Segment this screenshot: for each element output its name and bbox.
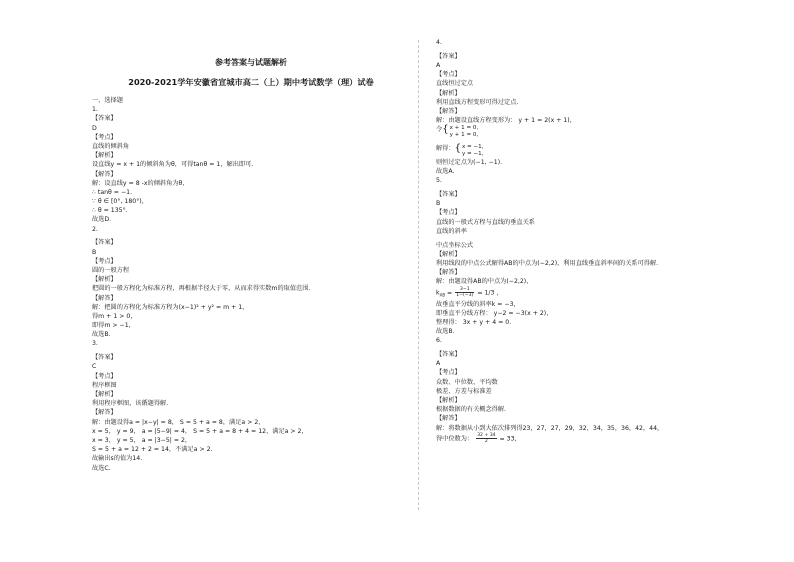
slope-fraction — [455, 287, 474, 298]
left-solutions — [92, 96, 310, 473]
slope-formula — [436, 287, 663, 300]
text-line: 一、选择题 — [92, 97, 123, 104]
text-line: 解：设直线y = 8 -x的倾斜角为θ， — [92, 179, 189, 187]
text-line: 【解答】 — [436, 107, 461, 115]
text-line: 【答案】 — [436, 52, 461, 60]
system-line: y = −1, — [461, 150, 484, 157]
text-line: 把圆的一般方程化为标准方程，再根据半径大于零，从而求得实数m的取值范围. — [92, 285, 311, 293]
text-line: 解：由题设得a = |x−y| = 8， S = 5 + a = 8，满足a > 2， — [92, 418, 265, 426]
text-line: 利用直线方程变形可得过定点. — [436, 98, 519, 106]
text-line: 程序框图 — [92, 381, 117, 389]
text-line: S = 5 + a = 12 + 2 = 14，不满足a > 2. — [92, 446, 213, 454]
text-line: 故选B. — [436, 328, 455, 336]
median-fraction — [476, 433, 496, 444]
question-5-6-block — [436, 300, 663, 433]
median-result: = 33， — [499, 435, 521, 443]
text-line: ∴ tanθ = −1. — [92, 188, 133, 196]
median-formula — [436, 433, 663, 446]
text-line: 直线的一般式方程与直线的垂直关系 — [436, 218, 535, 226]
text-line: A — [436, 61, 441, 69]
system-prefix: 令 — [436, 126, 443, 134]
text-line: 即垂直平分线方程： y−2 = −3(x + 2)， — [436, 309, 553, 317]
text-line: 根据数据的有关概念得解. — [436, 406, 507, 414]
text-line: 【解析】 — [92, 152, 117, 160]
text-line: 故选C. — [92, 464, 111, 472]
text-line: 【答案】 — [92, 115, 117, 123]
text-line: x = 3， y = 5， a = |3−5| = 2， — [92, 436, 192, 444]
text-line: ∴ θ = 135°. — [92, 207, 128, 215]
text-line: 5. — [436, 177, 442, 185]
text-line: 【解析】 — [92, 391, 117, 398]
text-line: 【解析】 — [436, 250, 461, 258]
slope-symbol: k — [436, 289, 440, 296]
fraction-denominator: 2 — [484, 438, 488, 444]
question-4-5-block — [436, 158, 663, 287]
text-line: 故输出s的值为14. — [92, 455, 143, 463]
text-line: 【解答】 — [436, 269, 461, 277]
fraction-numerator: 32 + 34 — [477, 432, 496, 438]
text-line: 【解析】 — [92, 276, 117, 284]
system-line: y + 1 = 0, — [449, 132, 479, 139]
text-line: 【答案】 — [436, 191, 461, 199]
text-line: 利用线段的中点公式解得AB的中点为(−2,2)，利用直线垂直斜率间的关系可得解. — [436, 259, 659, 267]
slope-subscript: AB — [439, 292, 446, 298]
text-line: 解：将数据从小到大依次排列得23，27，27，29，32，34，35，36，42，44， — [436, 424, 664, 432]
text-line: 极差、方差与标准差 — [436, 387, 492, 395]
right-solutions — [436, 38, 663, 446]
text-line: 直线的斜率 — [436, 227, 467, 235]
text-line: C — [92, 363, 97, 371]
text-line: 3. — [92, 340, 98, 348]
text-line: 故选D. — [92, 216, 112, 224]
text-line: 【考点】 — [92, 372, 117, 380]
text-line: 6. — [436, 337, 442, 345]
text-line: 【考点】 — [436, 369, 461, 377]
text-line: 直线的倾斜角 — [92, 142, 130, 150]
slope-result: = 1/3 ， — [477, 289, 503, 296]
text-line: 解：由题设直线方程变形为： y + 1 = 2(x + 1)， — [436, 117, 576, 125]
system-line: x + 1 = 0, — [449, 125, 479, 132]
text-line: 解：由题设得AB的中点为(−2,2)， — [436, 278, 533, 286]
text-line: 故选A. — [436, 168, 455, 176]
text-line: 解：把圆的方程化为标准方程为(x−1)² + y² = m + 1， — [92, 303, 249, 311]
text-line: 【答案】 — [436, 351, 461, 359]
text-line: 【考点】 — [436, 209, 461, 217]
text-line: 4. — [436, 39, 442, 46]
page-title: 参考答案与试题解析 — [215, 58, 287, 67]
system-equation-1 — [436, 125, 663, 139]
question-4-block — [436, 38, 663, 125]
text-line: 【考点】 — [92, 257, 117, 265]
text-line: 【考点】 — [92, 133, 117, 141]
text-line: 【解答】 — [92, 170, 117, 178]
text-line: 即得m > −1， — [92, 322, 135, 330]
text-line: B — [92, 248, 97, 256]
text-line: 故垂直平分线的斜率k = −3， — [436, 300, 520, 308]
column-divider — [418, 40, 419, 510]
text-line: 【解析】 — [436, 396, 461, 404]
system-prefix: 解得： — [436, 144, 455, 152]
text-line: B — [436, 200, 441, 208]
exam-title: 2020-2021学年安徽省宣城市高二（上）期中考试数学（理）试卷 — [128, 77, 374, 87]
text-line: 整理得： 3x + y + 4 = 0. — [436, 318, 512, 326]
text-line: 【考点】 — [436, 71, 461, 79]
brace-glyph: { — [442, 124, 449, 136]
text-line: 【解析】 — [436, 89, 461, 97]
text-line: 【解答】 — [436, 415, 461, 423]
median-prefix: 得中位数为： — [436, 435, 474, 443]
fraction-numerator: 3−1 — [455, 287, 474, 293]
text-line: 【解答】 — [92, 409, 117, 417]
text-line: 众数、中位数、平均数 — [436, 378, 498, 386]
text-line: 直线恒过定点 — [436, 80, 474, 88]
fraction-denominator: 1−(−3) — [456, 292, 474, 298]
text-line: 故选B. — [92, 331, 111, 339]
slope-eq: = — [447, 289, 453, 296]
text-line: D — [92, 124, 97, 132]
text-line: 圆的一般方程 — [92, 266, 130, 274]
text-line: 则恒过定点为(−1, −1). — [436, 158, 503, 166]
text-line: 【解答】 — [92, 294, 117, 302]
text-line: 得m + 1 > 0， — [92, 312, 137, 320]
text-line: A — [436, 360, 441, 368]
text-line: 【答案】 — [92, 354, 117, 362]
text-line: 设直线y = x + 1的倾斜角为θ，可得tanθ = 1，解出即可. — [92, 161, 254, 169]
system-equation-2 — [436, 144, 663, 158]
text-line: 中点坐标公式 — [436, 241, 474, 249]
text-line: 【答案】 — [92, 239, 117, 247]
brace-glyph: { — [454, 142, 461, 154]
text-line: 利用程序框图，该循题得解. — [92, 400, 169, 408]
system-line: x = −1, — [461, 143, 484, 150]
text-line: ∵ θ ∈ [0°, 180°)， — [92, 198, 148, 206]
text-line: 1. — [92, 106, 98, 114]
text-line: 2. — [92, 225, 98, 233]
text-line: x = 5， y = 9， a = |5−9| = 4， S = 5 + a = 8 + 4 = 12，满足a > 2， — [92, 427, 308, 435]
